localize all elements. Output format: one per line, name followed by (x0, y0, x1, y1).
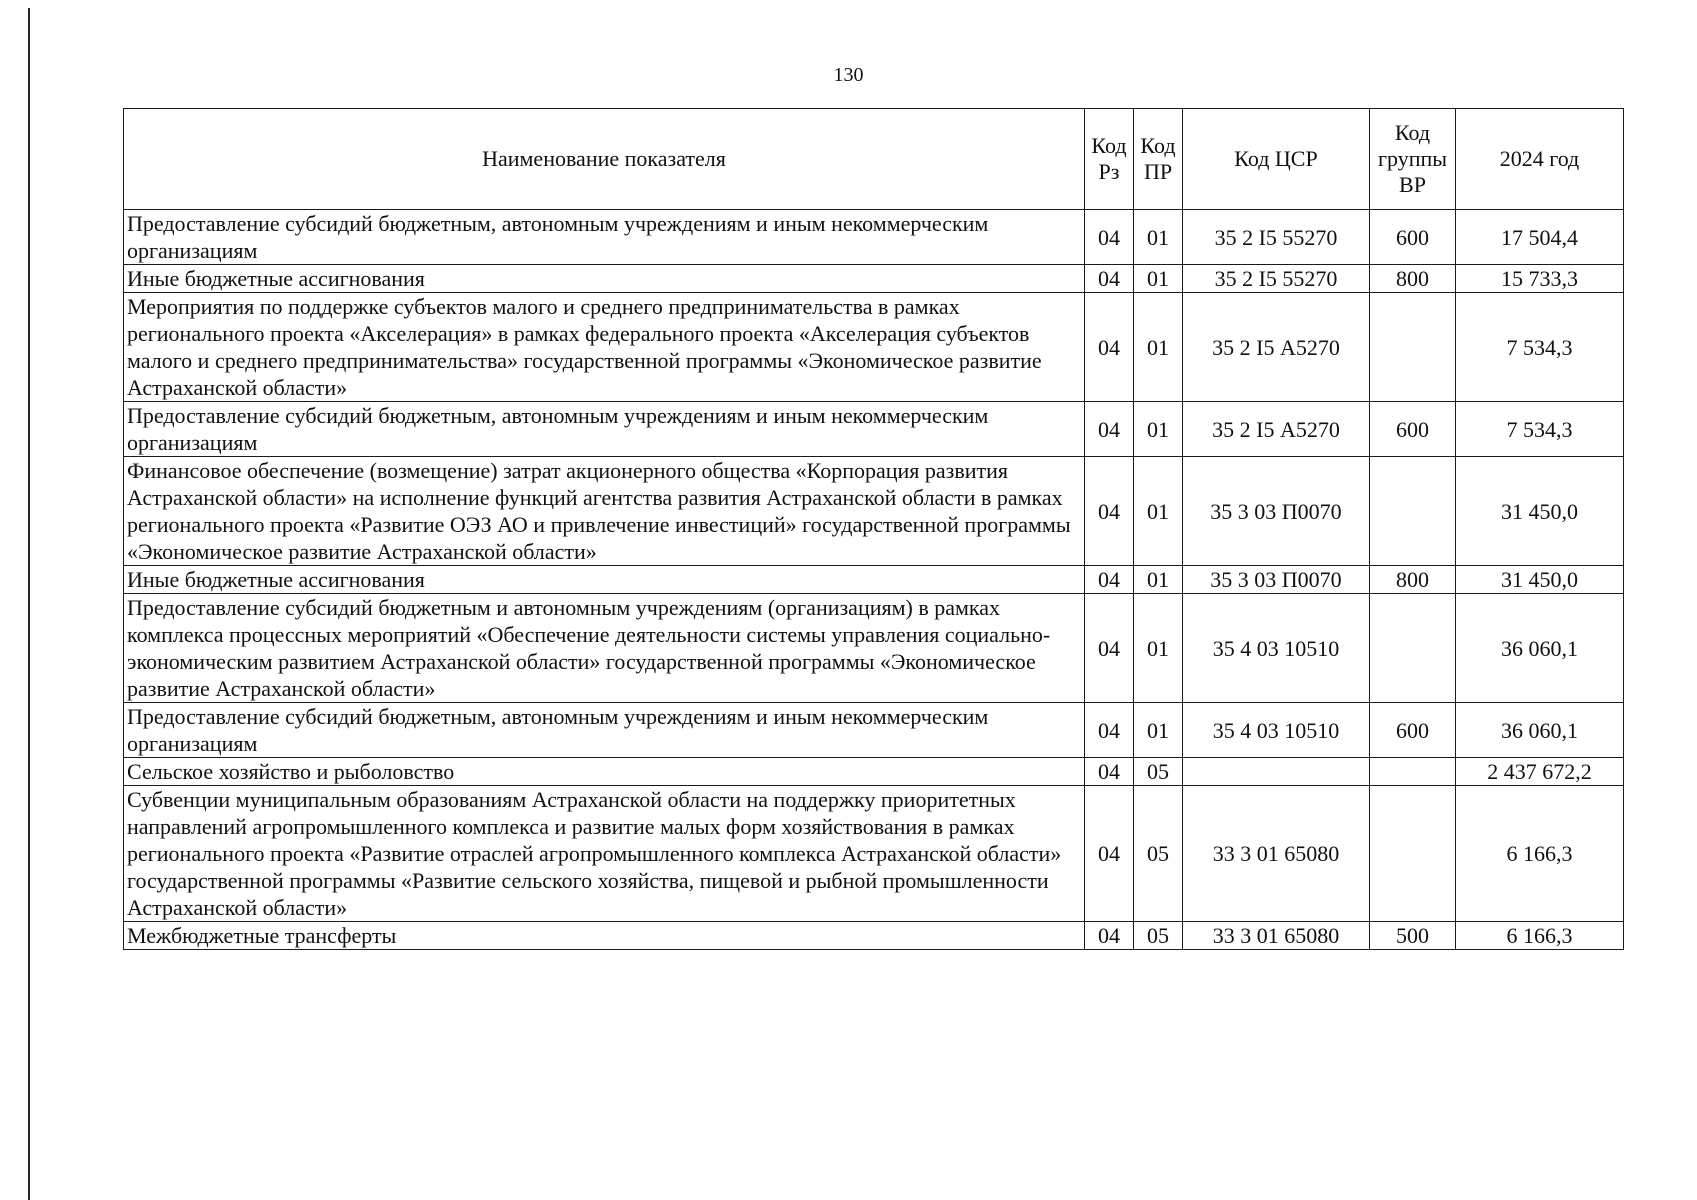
table-header-row (124, 109, 1624, 210)
row-name: Иные бюджетные ассигнования (124, 265, 1085, 293)
row-csr: 35 4 03 10510 (1183, 703, 1370, 758)
row-pr: 01 (1134, 457, 1183, 566)
table-row (124, 402, 1624, 457)
row-csr: 33 3 01 65080 (1183, 922, 1370, 950)
row-rz: 04 (1085, 566, 1134, 594)
row-vr (1370, 758, 1456, 786)
row-amount: 15 733,3 (1456, 265, 1624, 293)
row-rz: 04 (1085, 265, 1134, 293)
row-vr (1370, 457, 1456, 566)
header-year: 2024 год (1456, 109, 1624, 210)
row-amount: 31 450,0 (1456, 566, 1624, 594)
row-amount: 17 504,4 (1456, 210, 1624, 265)
row-name: Субвенции муниципальным образованиям Астраханской области на поддержку приоритетных направлений агропромышленного комплекса и развитие малых форм хозяйствования в рамках регионального проекта «Развитие отраслей агропромышленного комплекса Астраханской области» государственной программы «Развитие сельского хозяйства, пищевой и рыбной промышленности Астраханской области» (124, 786, 1085, 922)
row-vr: 600 (1370, 402, 1456, 457)
row-name: Межбюджетные трансферты (124, 922, 1085, 950)
row-vr: 600 (1370, 210, 1456, 265)
row-name: Предоставление субсидий бюджетным и автономным учреждениям (организациям) в рамках комплекса процессных мероприятий «Обеспечение деятельности системы управления социально-экономическим развитием Астраханской области» государственной программы «Экономическое развитие Астраханской области» (124, 594, 1085, 703)
row-name: Предоставление субсидий бюджетным, автономным учреждениям и иным некоммерческим организациям (124, 703, 1085, 758)
row-csr: 35 2 I5 55270 (1183, 210, 1370, 265)
row-name: Предоставление субсидий бюджетным, автономным учреждениям и иным некоммерческим организациям (124, 210, 1085, 265)
row-rz: 04 (1085, 402, 1134, 457)
table-row (124, 566, 1624, 594)
row-amount: 6 166,3 (1456, 922, 1624, 950)
header-csr: Код ЦСР (1183, 109, 1370, 210)
row-name: Мероприятия по поддержке субъектов малого и среднего предпринимательства в рамках регионального проекта «Акселерация» в рамках федерального проекта «Акселерация субъектов малого и среднего предпринимательства» государственной программы «Экономическое развитие Астраханской области» (124, 293, 1085, 402)
table-row (124, 703, 1624, 758)
table-row (124, 457, 1624, 566)
row-vr (1370, 293, 1456, 402)
row-amount: 2 437 672,2 (1456, 758, 1624, 786)
row-vr (1370, 594, 1456, 703)
row-csr: 33 3 01 65080 (1183, 786, 1370, 922)
row-vr: 800 (1370, 566, 1456, 594)
header-name: Наименование показателя (124, 109, 1085, 210)
row-pr: 01 (1134, 594, 1183, 703)
row-pr: 01 (1134, 703, 1183, 758)
row-amount: 6 166,3 (1456, 786, 1624, 922)
row-pr: 01 (1134, 402, 1183, 457)
row-csr (1183, 758, 1370, 786)
row-name: Иные бюджетные ассигнования (124, 566, 1085, 594)
row-name: Сельское хозяйство и рыболовство (124, 758, 1085, 786)
row-pr: 01 (1134, 566, 1183, 594)
table-row (124, 293, 1624, 402)
row-pr: 01 (1134, 293, 1183, 402)
row-rz: 04 (1085, 293, 1134, 402)
row-pr: 05 (1134, 786, 1183, 922)
table-row (124, 922, 1624, 950)
row-name: Финансовое обеспечение (возмещение) затрат акционерного общества «Корпорация развития Астраханской области» на исполнение функций агентства развития Астраханской области в рамках регионального проекта «Развитие ОЭЗ АО и привлечение инвестиций» государственной программы «Экономическое развитие Астраханской области» (124, 457, 1085, 566)
row-csr: 35 2 I5 А5270 (1183, 402, 1370, 457)
row-rz: 04 (1085, 703, 1134, 758)
row-pr: 05 (1134, 758, 1183, 786)
row-vr: 500 (1370, 922, 1456, 950)
row-pr: 01 (1134, 265, 1183, 293)
row-amount: 31 450,0 (1456, 457, 1624, 566)
budget-table (123, 108, 1624, 950)
header-pr: Код ПР (1134, 109, 1183, 210)
table-row (124, 265, 1624, 293)
header-rz: Код Рз (1085, 109, 1134, 210)
row-vr: 800 (1370, 265, 1456, 293)
row-csr: 35 2 I5 А5270 (1183, 293, 1370, 402)
table-row (124, 210, 1624, 265)
row-csr: 35 3 03 П0070 (1183, 566, 1370, 594)
row-pr: 05 (1134, 922, 1183, 950)
row-amount: 36 060,1 (1456, 703, 1624, 758)
row-rz: 04 (1085, 457, 1134, 566)
row-vr: 600 (1370, 703, 1456, 758)
header-vr: Код группы ВР (1370, 109, 1456, 210)
row-pr: 01 (1134, 210, 1183, 265)
row-name: Предоставление субсидий бюджетным, автономным учреждениям и иным некоммерческим организациям (124, 402, 1085, 457)
page-edge-line (28, 8, 30, 1200)
table-row (124, 594, 1624, 703)
row-amount: 36 060,1 (1456, 594, 1624, 703)
row-csr: 35 3 03 П0070 (1183, 457, 1370, 566)
row-rz: 04 (1085, 758, 1134, 786)
row-rz: 04 (1085, 922, 1134, 950)
row-rz: 04 (1085, 786, 1134, 922)
row-amount: 7 534,3 (1456, 402, 1624, 457)
row-amount: 7 534,3 (1456, 293, 1624, 402)
row-csr: 35 2 I5 55270 (1183, 265, 1370, 293)
row-rz: 04 (1085, 594, 1134, 703)
row-rz: 04 (1085, 210, 1134, 265)
page-number: 130 (833, 64, 864, 86)
table-row (124, 786, 1624, 922)
row-csr: 35 4 03 10510 (1183, 594, 1370, 703)
row-vr (1370, 786, 1456, 922)
table-row (124, 758, 1624, 786)
